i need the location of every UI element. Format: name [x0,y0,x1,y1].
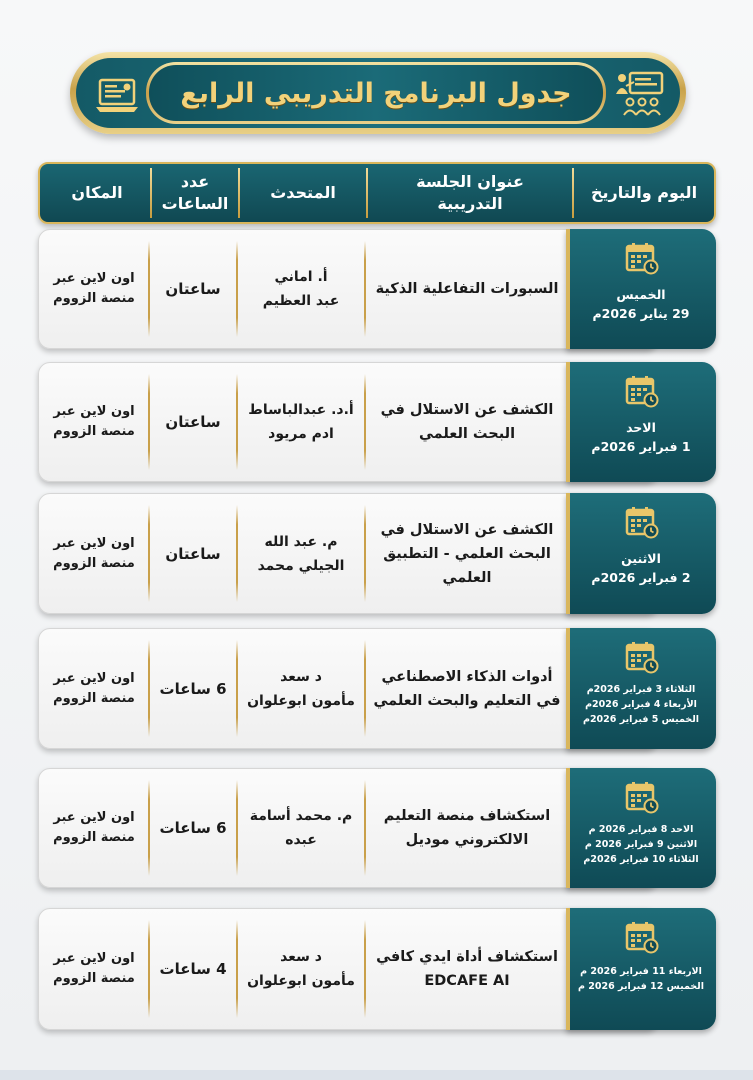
schedule-row [38,908,716,1030]
row-place [42,493,146,614]
row-hours: 6 ساعات [159,679,227,698]
row-place [42,229,146,349]
calendar-clock-icon [625,640,659,674]
row-session-title-line: العلمي [442,569,492,586]
row-speaker-line: عبد العظيم [262,293,340,309]
row-date-panel [566,628,716,749]
row-date-line: الاثنين [621,551,661,566]
row-place [42,908,146,1030]
schedule-row [38,628,716,749]
row-place-line: اون لاين عبر [53,670,135,686]
row-date-panel [566,493,716,614]
row-place-line: منصة الزووم [53,830,135,845]
calendar-clock-icon [625,920,659,954]
row-session-title-line: استكشاف أداة ايدي كافي [376,949,558,965]
bottom-strip [0,1070,753,1080]
header-hours-line2: الساعات [161,194,229,213]
row-date-line: 29 يناير 2026م [592,306,690,321]
row-date [568,822,714,867]
row-speaker-line: د سعد [280,949,322,965]
row-session-title-line: الكشف عن الاستلال في [380,402,554,418]
calendar-clock-icon [625,241,659,275]
row-session-title-line: السبورات التفاعلية الذكية [375,281,559,297]
schedule-row [38,768,716,888]
row-date-panel [566,229,716,349]
calendar-clock-icon [625,374,659,408]
header-place: المكان [71,183,123,202]
row-place-line: اون لاين عبر [53,535,135,551]
title-plate [146,62,606,124]
schedule-row [38,493,716,614]
row-session-title-line: البحث العلمي [418,426,516,442]
row-place [42,628,146,749]
header-title [368,164,572,222]
row-speaker [238,362,364,482]
row-place-line: اون لاين عبر [53,951,135,966]
row-date-line: الخميس 12 فبراير 2026 م [578,981,704,992]
row-session-title [366,768,568,888]
schedule-row [38,362,716,482]
row-place [42,768,146,888]
row-date-line: 2 فبراير 2026م [591,570,691,585]
row-hours: 4 ساعات [159,960,227,978]
row-date [568,418,714,456]
schedule-row [38,229,716,349]
row-session-title-line: البحث العلمي - التطبيق [383,545,551,562]
page-title: جدول البرنامج التدريبي الرابع [180,77,572,109]
row-session-title [366,908,568,1030]
calendar-clock-icon [625,780,659,814]
row-hours: ساعتان [165,544,221,563]
row-date [568,682,714,727]
header-speaker: المتحدث [270,183,336,202]
row-session-title-line: أدوات الذكاء الاصطناعي [381,668,553,685]
row-place-line: اون لاين عبر [53,404,135,419]
row-speaker [238,768,364,888]
row-hours: ساعتان [165,280,221,298]
row-date-panel [566,768,716,888]
row-place-line: اون لاين عبر [53,810,135,825]
row-speaker-line: أ.د. عبدالباساط [248,402,354,418]
row-place-line: منصة الزووم [53,424,135,439]
row-speaker-line: م. محمد أسامة [249,808,353,824]
row-speaker-line: م. عبد الله [264,533,338,550]
row-date-line: الثلاثاء 3 فبراير 2026م [586,684,696,695]
row-date-line: الاربعاء 11 فبراير 2026 م [580,966,702,977]
row-date-line: الاحد [626,420,656,435]
row-session-title-line: استكشاف منصة التعليم [383,808,551,824]
table-header [38,162,716,224]
row-date [568,285,714,323]
row-place-line: اون لاين عبر [53,271,135,286]
row-speaker-line: الجيلي محمد [257,557,345,574]
row-date-line: الخميس [616,287,666,302]
row-session-title-line: الكشف عن الاستلال في [380,521,554,538]
title-banner-frame [76,58,680,128]
row-place-line: منصة الزووم [53,971,135,986]
row-date [568,549,714,587]
row-place-line: منصة الزووم [53,690,135,706]
row-speaker [238,628,364,749]
row-session-title [366,229,568,349]
header-title-line1: عنوان الجلسة [416,172,524,191]
row-speaker-line: مأمون ابوعلوان [247,973,355,989]
row-speaker-line: د سعد [280,668,322,685]
row-date-line: الثلاثاء 10 فبراير 2026م [583,854,699,865]
laptop-certificate-icon [94,76,140,116]
header-hours-line1: عدد [180,172,210,191]
row-session-title [366,628,568,749]
row-place-line: منصة الزووم [53,291,135,306]
row-speaker [238,908,364,1030]
row-date-panel [566,362,716,482]
row-place [42,362,146,482]
row-date-line: الخميس 5 فبراير 2026م [582,714,700,725]
header-date: اليوم والتاريخ [590,183,698,202]
row-speaker [238,229,364,349]
row-session-title [366,493,568,614]
row-date-line: 1 فبراير 2026م [591,439,691,454]
row-speaker-line: أ. اماني [274,269,328,285]
row-speaker [238,493,364,614]
row-date-line: الأربعاء 4 فبراير 2026م [585,699,697,710]
row-date [568,964,714,994]
row-session-title-line: EDCAFE AI [424,973,510,989]
row-session-title-line: الالكتروني موديل [405,832,529,848]
row-hours: 6 ساعات [159,819,227,837]
row-speaker-line: مأمون ابوعلوان [247,692,355,709]
header-title-line2: التدريبية [437,194,503,213]
row-session-title [366,362,568,482]
row-date-line: الاثنين 9 فبراير 2026 م [584,839,698,850]
row-speaker-line: عبده [285,832,317,848]
title-banner [70,52,686,134]
calendar-clock-icon [625,505,659,539]
presenter-audience-icon [612,70,666,118]
row-place-line: منصة الزووم [53,555,135,571]
row-speaker-line: ادم مريود [268,426,334,442]
row-session-title-line: في التعليم والبحث العلمي [373,692,561,709]
header-hours [152,164,238,222]
row-date-line: الاحد 8 فبراير 2026 م [588,824,694,835]
row-hours: ساعتان [165,413,221,431]
row-date-panel [566,908,716,1030]
